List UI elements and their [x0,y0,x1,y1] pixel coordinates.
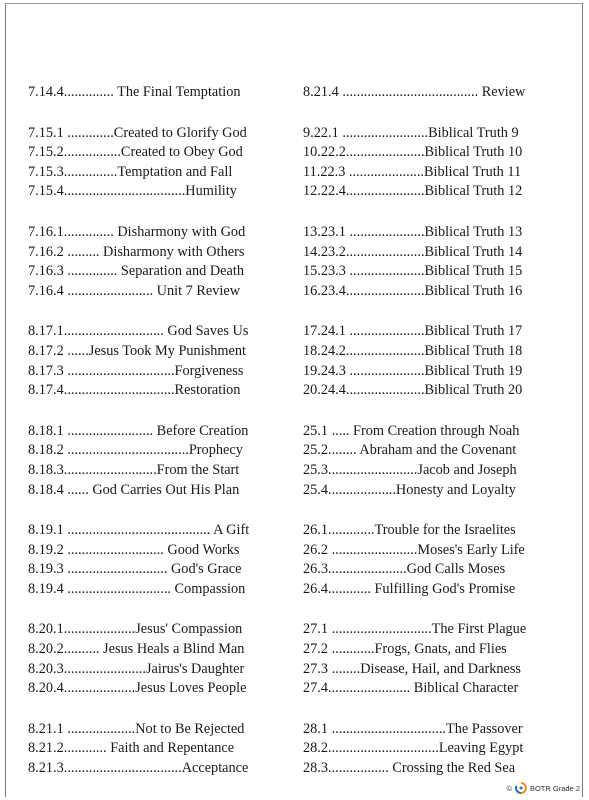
lesson-entry: 7.15.2................Created to Obey God [28,144,243,161]
lesson-group [28,422,270,500]
page-sheet [5,3,583,797]
lesson-entry: 8.18.4 ...... God Carries Out His Plan [28,481,240,498]
lesson-entry: 7.15.4..................................Humility [28,183,237,200]
lesson-entry: 11.22.3 .....................Biblical Truth 11 [303,163,522,180]
lesson-entry: 8.21.2............ Faith and Repentance [28,740,235,757]
lesson-group [28,521,270,599]
lesson-entry: 8.18.2 ..................................Prophecy [28,442,243,459]
lesson-entry: 28.3................. Crossing the Red Sea [303,760,516,777]
lesson-entry: 17.24.1 .....................Biblical Truth 17 [303,323,523,340]
lesson-entry: 15.23.3 .....................Biblical Truth 15 [303,263,523,280]
lesson-entry: 27.4....................... Biblical Character [303,680,519,697]
lesson-entry: 13.23.1 .....................Biblical Truth 13 [303,223,523,240]
lesson-entry: 28.2...............................Leaving Egypt [303,740,524,757]
lesson-entry: 7.16.3 .............. Separation and Death [28,263,244,280]
lesson-group [303,83,545,103]
lesson-entry: 8.17.2 ......Jesus Took My Punishment [28,342,246,359]
lesson-entry: 28.1 ................................The Passover [303,720,523,737]
lesson-entry: 8.21.1 ...................Not to Be Rejected [28,720,245,737]
lesson-entry: 8.18.1 ........................ Before Creation [28,422,249,439]
swirl-logo-icon [515,782,527,794]
lesson-entry: 26.4............ Fulfilling God's Promise [303,580,516,597]
lesson-group [28,720,270,779]
lesson-entry: 16.23.4......................Biblical Truth 16 [303,282,523,299]
lesson-entry: 7.16.1.............. Disharmony with God [28,223,246,240]
lesson-group [28,322,270,400]
lesson-group [303,521,545,599]
lesson-entry: 7.16.2 ......... Disharmony with Others [28,243,245,260]
lesson-group [303,223,545,301]
left-column [28,83,270,800]
lesson-entry: 8.20.1....................Jesus' Compassion [28,621,243,638]
lesson-group [303,620,545,698]
lesson-entry: 8.19.1 ........................................ A Gift [28,522,250,539]
lesson-group [303,124,545,202]
lesson-entry: 8.17.3 ..............................Forgiveness [28,362,244,379]
lesson-entry: 26.3......................God Calls Moses [303,561,506,578]
lesson-entry: 8.19.2 ........................... Good Works [28,541,240,558]
lesson-entry: 8.19.3 ............................ God's Grace [28,561,242,578]
lesson-entry: 8.20.2.......... Jesus Heals a Blind Man [28,641,245,658]
lesson-entry: 7.15.3...............Temptation and Fall [28,163,233,180]
lesson-entry: 25.3.........................Jacob and Joseph [303,461,517,478]
lesson-group [303,720,545,779]
lesson-entry: 8.17.4...............................Restoration [28,382,241,399]
lesson-group [303,322,545,400]
lesson-entry: 7.15.1 .............Created to Glorify God [28,124,247,141]
footer-label: BOTR Grade 2 [529,783,580,793]
lesson-entry: 25.1 ..... From Creation through Noah [303,422,520,439]
lesson-entry: 8.21.4 ...................................... Review [303,84,526,100]
lesson-entry: 25.4...................Honesty and Loyalty [303,481,516,498]
lesson-group [28,620,270,698]
copyright-symbol: © [506,783,512,793]
lesson-entry: 12.22.4......................Biblical Truth 12 [303,183,523,200]
lesson-entry: 7.14.4.............. The Final Temptation [28,84,241,100]
lesson-entry: 14.23.2......................Biblical Truth 14 [303,243,523,260]
lesson-group [28,83,270,103]
lesson-group [28,124,270,202]
lesson-entry: 18.24.2......................Biblical Truth 18 [303,342,523,359]
lesson-entry: 7.16.4 ........................ Unit 7 Review [28,282,241,299]
lesson-entry: 26.1.............Trouble for the Israelites [303,522,516,539]
lesson-entry: 19.24.3 .....................Biblical Truth 19 [303,362,523,379]
lesson-entry: 25.2........ Abraham and the Covenant [303,442,517,459]
lesson-entry: 8.21.3.................................Acceptance [28,760,249,777]
lesson-entry: 9.22.1 ........................Biblical Truth 9 [303,124,519,141]
lesson-entry: 8.20.3.......................Jairus's Daughter [28,660,245,677]
lesson-entry: 8.20.4....................Jesus Loves People [28,680,247,697]
lesson-entry: 27.3 ........Disease, Hail, and Darkness [303,660,521,677]
lesson-entry: 8.17.1............................ God Saves Us [28,323,249,340]
page-footer [506,782,580,794]
lesson-entry: 8.18.3..........................From the Start [28,461,240,478]
lesson-group [28,223,270,301]
lesson-entry: 27.1 ............................The First Plague [303,621,527,638]
right-column [303,83,545,800]
lesson-group [303,422,545,500]
lesson-entry: 20.24.4......................Biblical Truth 20 [303,382,523,399]
lesson-entry: 26.2 ........................Moses's Early Life [303,541,525,558]
lesson-entry: 27.2 ............Frogs, Gnats, and Flies [303,641,507,658]
lesson-entry: 8.19.4 ............................. Compassion [28,580,246,597]
lesson-entry: 10.22.2......................Biblical Truth 10 [303,144,523,161]
